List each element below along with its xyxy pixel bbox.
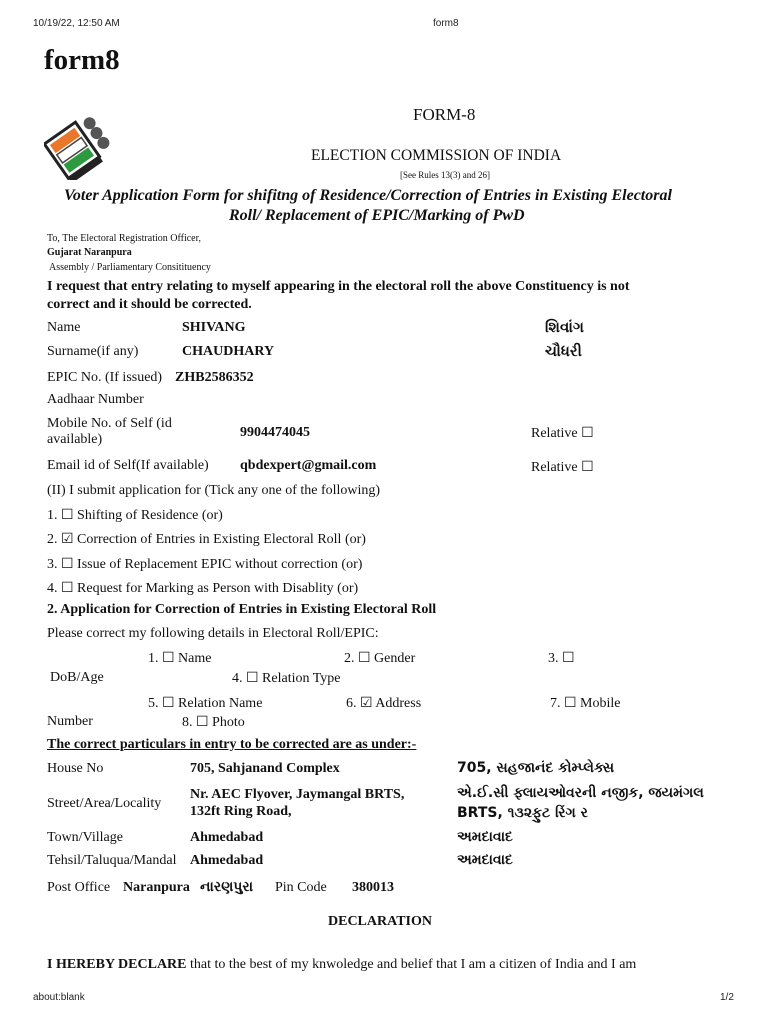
town-gujarati: અમદાવાદ [457,829,513,845]
field-relation-type-checkbox[interactable]: 4. ☐ Relation Type [232,671,341,686]
declaration-lead: I HEREBY DECLARE [47,957,187,972]
field-photo-checkbox[interactable]: 8. ☐ Photo [182,715,245,730]
mobile-label-line1: Mobile No. of Self (id [47,416,172,431]
town-value: Ahmedabad [190,830,264,845]
street-value-line1: Nr. AEC Flyover, Jaymangal BRTS, [190,787,405,802]
field-dob-checkbox[interactable]: 3. ☐ [548,651,575,666]
option-shifting[interactable]: 1. ☐ Shifting of Residence (or) [47,508,223,523]
particulars-heading: The correct particulars in entry to be corrected are as under:- [47,737,417,752]
declaration-body: that to the best of my knwoledge and belief that I am a citizen of India and I am [186,957,637,972]
name-gujarati: શિવાંગ [545,318,584,336]
form-subtitle-line2: Roll/ Replacement of EPIC/Marking of PwD [229,207,525,224]
option-replacement-epic[interactable]: 3. ☐ Issue of Replacement EPIC without correction (or) [47,557,363,572]
house-label: House No [47,761,104,776]
eci-logo-icon [44,104,120,180]
field-name-checkbox[interactable]: 1. ☐ Name [148,651,212,666]
town-label: Town/Village [47,830,123,845]
mobile-label-line2: available) [47,432,103,447]
form-number: FORM-8 [413,105,476,124]
relative-checkbox-mobile[interactable]: Relative ☐ [531,426,594,441]
constituency-type: Assembly / Parliamentary Consitituency [49,262,211,273]
option-pwd-marking[interactable]: 4. ☐ Request for Marking as Person with Disablity (or) [47,581,359,596]
post-office-gujarati: નારણપુરા [200,879,254,895]
constituency-name: Gujarat Naranpura [47,247,132,258]
street-label: Street/Area/Locality [47,796,162,811]
correction-instruction: Please correct my following details in Electoral Roll/EPIC: [47,626,379,641]
surname-gujarati: ચૌધરી [545,342,582,360]
print-tab-title: form8 [433,18,459,29]
declaration-heading: DECLARATION [328,914,432,929]
post-office-label: Post Office [47,880,111,895]
name-label: Name [47,320,81,335]
street-gujarati-line2: BRTS, ૧૩૨ફુટ રિંગ ર [457,805,588,821]
page-title: form8 [44,44,120,76]
commission-name: ELECTION COMMISSION OF INDIA [311,147,562,164]
relative-checkbox-email[interactable]: Relative ☐ [531,460,594,475]
request-line1: I request that entry relating to myself appearing in the electoral roll the above Constituency is not [47,279,630,294]
street-gujarati-line1: એ.ઈ.સી ફ્લાયઓવરની નજીક, જયમંગલ [457,785,704,801]
surname-value: CHAUDHARY [182,344,275,359]
print-page-indicator: 1/2 [720,992,734,1003]
field-mobile-checkbox[interactable]: 7. ☐ Mobile [550,696,621,711]
house-gujarati: 705, સહજાનંદ કોમ્પ્લેક્સ [457,760,615,776]
name-value: SHIVANG [182,320,246,335]
option-correction[interactable]: 2. ☑ Correction of Entries in Existing Electoral Roll (or) [47,532,366,547]
mobile-value: 9904474045 [240,425,310,440]
email-label: Email id of Self(If available) [47,458,209,473]
declaration-text [47,957,636,973]
field-relation-name-checkbox[interactable]: 5. ☐ Relation Name [148,696,263,711]
house-value: 705, Sahjanand Complex [190,761,340,776]
correction-heading: 2. Application for Correction of Entries in Existing Electoral Roll [47,602,437,617]
application-intro: (II) I submit application for (Tick any one of the following) [47,483,381,498]
street-value-line2: 132ft Ring Road, [190,804,292,819]
form-subtitle-line1: Voter Application Form for shifitng of Residence/Correction of Entries in Existing Electoral [64,187,672,204]
to-officer: To, The Electoral Registration Officer, [47,233,202,244]
surname-label: Surname(if any) [47,344,139,359]
pin-label: Pin Code [275,880,327,895]
epic-label: EPIC No. (If issued) [47,370,163,385]
request-line2: correct and it should be corrected. [47,297,252,312]
field-address-checkbox[interactable]: 6. ☑ Address [346,696,422,711]
tehsil-gujarati: અમદાવાદ [457,852,513,868]
field-gender-checkbox[interactable]: 2. ☐ Gender [344,651,416,666]
print-footer-url: about:blank [33,992,85,1003]
field-dob-label: DoB/Age [50,670,104,685]
field-mobile-label: Number [47,714,93,729]
epic-value: ZHB2586352 [175,370,254,385]
pin-value: 380013 [352,880,394,895]
rules-note: [See Rules 13(3) and 26] [400,170,490,180]
print-datetime: 10/19/22, 12:50 AM [33,18,120,29]
post-office-value: Naranpura [123,880,190,895]
email-value: qbdexpert@gmail.com [240,458,377,473]
aadhaar-label: Aadhaar Number [47,392,144,407]
tehsil-label: Tehsil/Taluqua/Mandal [47,853,177,868]
tehsil-value: Ahmedabad [190,853,264,868]
